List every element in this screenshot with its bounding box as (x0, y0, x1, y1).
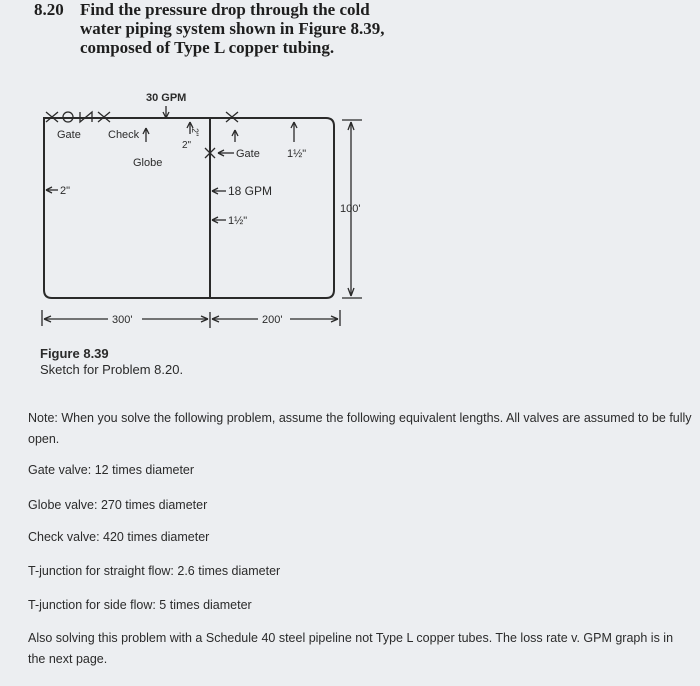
label-length-200: 200' (262, 314, 283, 326)
label-30-gpm: 30 GPM (146, 92, 187, 104)
label-globe: Globe (133, 157, 163, 169)
label-length-300: 300' (112, 314, 133, 326)
label-size-top: 2" (182, 140, 192, 151)
problem-line-2: water piping system shown in Figure 8.39, (80, 19, 385, 38)
figure-caption (40, 346, 183, 378)
problem-number: 8.20 (34, 0, 64, 19)
note-intro: Note: When you solve the following problem, assume the following equivalent lengths. All valves are assumed to be fully open. (28, 411, 692, 446)
problem-line-3: composed of Type L copper tubing. (80, 38, 335, 57)
note-check-valve: Check valve: 420 times diameter (28, 530, 210, 544)
problem-line-1: Find the pressure drop through the cold (80, 0, 370, 19)
label-check: Check (108, 129, 140, 141)
figure-title: Figure 8.39 (40, 346, 109, 361)
note-extra: Also solving this problem with a Schedule 40 steel pipeline not Type L copper tubes. The loss rate v. GPM graph is in the next page. (28, 631, 674, 666)
note-tee-side: T-junction for side flow: 5 times diameter (28, 598, 252, 612)
label-size-right: 1½" (287, 148, 307, 160)
label-18-gpm: 18 GPM (228, 184, 273, 198)
note-globe-valve: Globe valve: 270 times diameter (28, 498, 208, 512)
figure-subtitle: Sketch for Problem 8.20. (40, 362, 184, 377)
label-size-mid: 1½" (228, 215, 248, 227)
label-height-100: 100' (340, 203, 361, 215)
label-size-left: 2" (60, 185, 71, 197)
label-size-vertical: 2" (190, 128, 200, 137)
label-gate-riser: Gate (236, 148, 260, 160)
piping-diagram (0, 80, 700, 342)
note-gate-valve: Gate valve: 12 times diameter (28, 463, 195, 477)
note-tee-straight: T-junction for straight flow: 2.6 times diameter (28, 564, 281, 578)
label-gate-left: Gate (57, 129, 81, 141)
